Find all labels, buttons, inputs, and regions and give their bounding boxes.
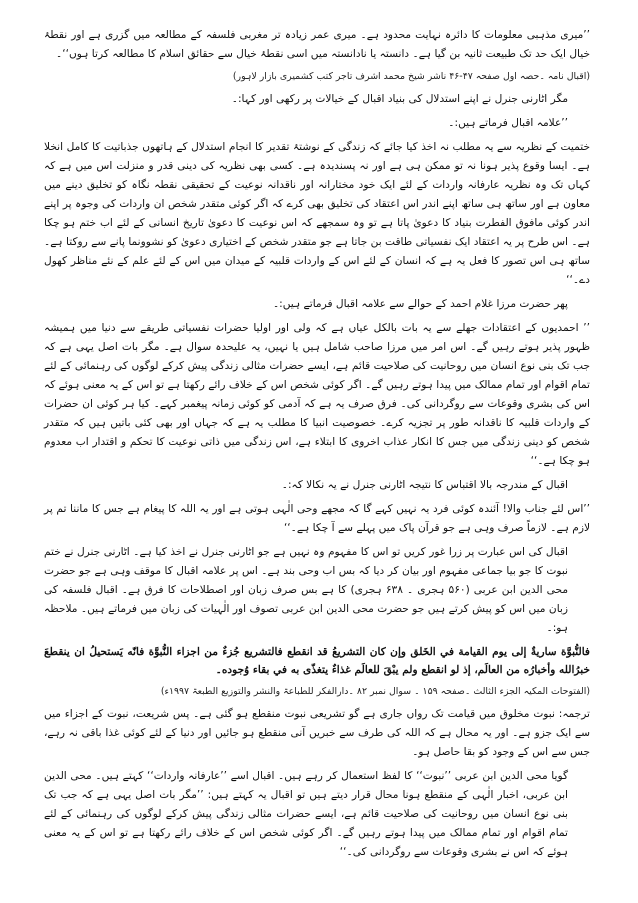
paragraph-iqbal-quote: ’’میری مذہبی معلومات کا دائرہ نہایت محدود ہے۔ میری عمر زیادہ تر مغربی فلسفہ کے مطالعہ میں گزری ہے اور نقطۂ خیال ایک حد تک طبیعت ثانیہ بن گیا ہے۔ دانستہ یا نادانستہ میں اسی نقطۂ خیال سے حقائق اسلام کا مطالعہ کرتا ہوں‘‘۔ [44,29,590,60]
paragraph-revelation-quote: ’’اس لئے جناب والا! آئندہ کوئی فرد یہ نہیں کہے گا کہ مجھے وحی الٰہی ہوتی ہے اور یہ اللہ کا پیغام ہے جس کا ماننا تم پر لازم ہے۔ لازماً صرف وہی ہے جو قرآن پاک میں پہلے سے آ چکا ہے۔‘‘ [44,503,590,534]
paragraph-finality-quote: ختمیت کے نظریہ سے یہ مطلب نہ اخذ کیا جائے کہ زندگی کے نوشتۂ تقدیر کا انجام استدلال کے ہاتھوں جذباتیت کا کامل انخلا ہے۔ ایسا وقوع پذیر ہونا نہ تو ممکن ہی ہے اور نہ پسندیدہ ہے۔ کسی بھی نظریہ کی دینی قدر و منزلت اس میں ہے کہ کہاں تک وہ نظریہ عارفانہ واردات کے لئے ایک خود مختارانہ اور ناقدانہ نوعیت کے تحقیقی نقطہ نگاہ کو تخلیق دینے میں معاون ہے اور ساتھ ہی ساتھ اپنے اندر اس اعتقاد کی تخلیق بھی کرے کہ اگر کوئی متقدر شخص ان واردات کی وجوہ پر اپنے اندر کوئی مافوق الفطرت بنیاد کا دعویٰ پاتا ہے تو وہ سمجھے کہ اس نوعیت کا دعویٰ تاریخ انسانی کے لئے اب ختم ہو چکا ہے۔ اس طرح پر یہ اعتقاد ایک نفسیاتی طاقت بن جاتا ہے جو متقدر شخص کے اختیاری دعویٰ کو نشوونما پانے سے روکتا ہے۔ ساتھ ہی اس تصور کا فعل یہ ہے کہ انسان کے لئے اس کے واردات قلبیہ کے میدان میں اس کے لئے علم کے نئے مناظر کھول دے۔‘‘ [44,141,590,286]
paragraph-saints-quote: ’’ احمدیوں کے اعتقادات جھلے سے یہ بات بالکل عیاں ہے کہ ولی اور اولیا حضرات نفسیاتی طریقے سے دنیا میں ہمیشہ ظہور پذیر ہوتے رہیں گے۔ اس امر میں مرزا صاحب شامل ہیں یا نہیں، یہ علیحدہ سوال ہے۔ مگر بات اصل یہی ہے کہ جب تک بنی نوع انسان میں روحانیت کی صلاحیت قائم ہے، ایسے حضرات مثالی زندگی پیش کرکے لوگوں کی رہنمائی کے لئے تمام اقوام اور تمام ممالک میں پیدا ہوتے رہیں گے۔ اگر کوئی شخص اس کے خلاف رائے رکھتا ہے تو اس کے یہ معنی ہوئے کہ اس کی بشری وقوعات سے روگردانی کی۔ فرق صرف یہ ہے کہ آدمی کو کوئی زمانہ پیغمبر کہے۔ کیا ہر کوئی ان حضرات کے واردات قلبیہ کا ناقدانہ طور پر تجزیہ کرے۔ خصوصیت انبیا کا مطلب یہ ہے کہ جہاں اور بھی کئی باتیں ہیں کہ متقدر شخص کو دینی زندگی میں جس کا انکار عذاب اخروی کا ابتلاء ہے، اس زندگی میں ذاتی نوعیت کا تحکم و اقتدار اب معدوم ہو چکا ہے۔‘‘ [44,322,590,467]
paragraph-attorney-general-intro: مگر اٹارنی جنرل نے اپنے استدلال کی بنیاد اقبال کے خیالات پر رکھی اور کہا:۔ [231,93,568,105]
paragraph-allama-says: ’’علامہ اقبال فرماتے ہیں:۔ [448,117,568,129]
document-page [44,26,590,886]
arabic-quotation: فالنُّبوَّة ساريةٌ إلى يوم القيامة في الخَلق وإن كان التشريعُ قد انقطع فالتشريع جُزءٌ من اجزاء النُّبوَّة فانّه يَستحيلُ ان ينقطعَ خبرُالله وأخبارُه من العالَم، إذ لو انقطع ولم يبْقَ للعالَم غذاءٌ يتغذّى به في بقاء وُجوده۔ [44,646,590,676]
paragraph-conclusion-intro: اقبال کے مندرجہ بالا اقتباس کا نتیجہ اٹارنی جنرل نے یہ نکالا کہ:۔ [281,479,568,491]
paragraph-translation: ترجمہ: نبوت مخلوق میں قیامت تک رواں جاری ہے گو تشریعی نبوت منقطع ہو گئی ہے۔ پس شریعت، نبوت کے اجزاء میں سے ایک جزو ہے۔ اور یہ محال ہے کہ اللہ کی طرف سے خبریں آنی منقطع ہو جائیں اور دنیا کے لئے کوئی غذا باقی نہ رہے، جس سے اس کے وجود کو بقا حاصل ہو۔ [44,708,590,758]
paragraph-final-argument: گویا محی الدین ابن عربی ’’نبوت‘‘ کا لفظ استعمال کر رہے ہیں۔ اقبال اسے ’’عارفانہ واردات‘‘ کہتے ہیں۔ محی الدین ابن عربی، اخبار الٰہی کے منقطع ہونا محال قرار دیتے ہیں تو اقبال یہ کہتے ہیں: ’’مگر بات اصل یہی ہے کہ جب تک بنی نوع انسان میں روحانیت کی صلاحیت قائم ہے، ایسے حضرات مثالی زندگی پیش کرکے لوگوں کی رہنمائی کے لئے تمام اقوام اور تمام ممالک میں پیدا ہوتے رہیں گے۔ اگر کوئی شخص اس کے خلاف رائے رکھتا ہے تو اس کے یہ معنی ہوئے کہ اس نے بشری وقوعات سے روگردانی کی۔‘‘ [44,770,568,858]
citation-futuhat: (الفتوحات المکیہ الجزء الثالث ۔صفحہ ۱۵۹ ۔ سوال نمبر ۸۲ ۔دارالفکر للطباعۃ والنشر والتوزیع الطبعۃ ۱۹۹۷ء) [160,686,590,697]
paragraph-ibn-arabi-comparison: اقبال کی اس عبارت پر زرا غور کریں تو اس کا مفہوم وہ نہیں ہے جو اٹارنی جنرل نے اخذ کیا ہے۔ اٹارنی جنرل نے ختم نبوت کا جو بیا جماعی مفہوم اور بیان کر دیا کہ بس اب وحی بند ہے۔ اس پر علامہ اقبال کا موقف وہی ہے جو حضرت محی الدین ابن عربی (۵۶۰ ہجری ۔ ۶۳۸ ہجری) کا ہے بس صرف زبان اور اصطلاحات کا فرق ہے۔ اقبال فلسفہ کی زبان میں اس کو پیش کرتے ہیں جو حضرت محی الدین ابن عربی تصوف اور الٰہیات کی زبان میں فرماتے ہیں۔ ملاحظہ ہو:۔ [44,546,568,634]
paragraph-mirza-reference: پھر حضرت مرزا غلام احمد کے حوالے سے علامہ اقبال فرماتے ہیں:۔ [272,298,568,310]
citation-iqbal-nama: (اقبال نامہ ۔حصہ اول صفحہ ۴۷-۴۶ ناشر شیخ محمد اشرف تاجر کتب کشمیری بازار لاہور) [232,71,590,82]
